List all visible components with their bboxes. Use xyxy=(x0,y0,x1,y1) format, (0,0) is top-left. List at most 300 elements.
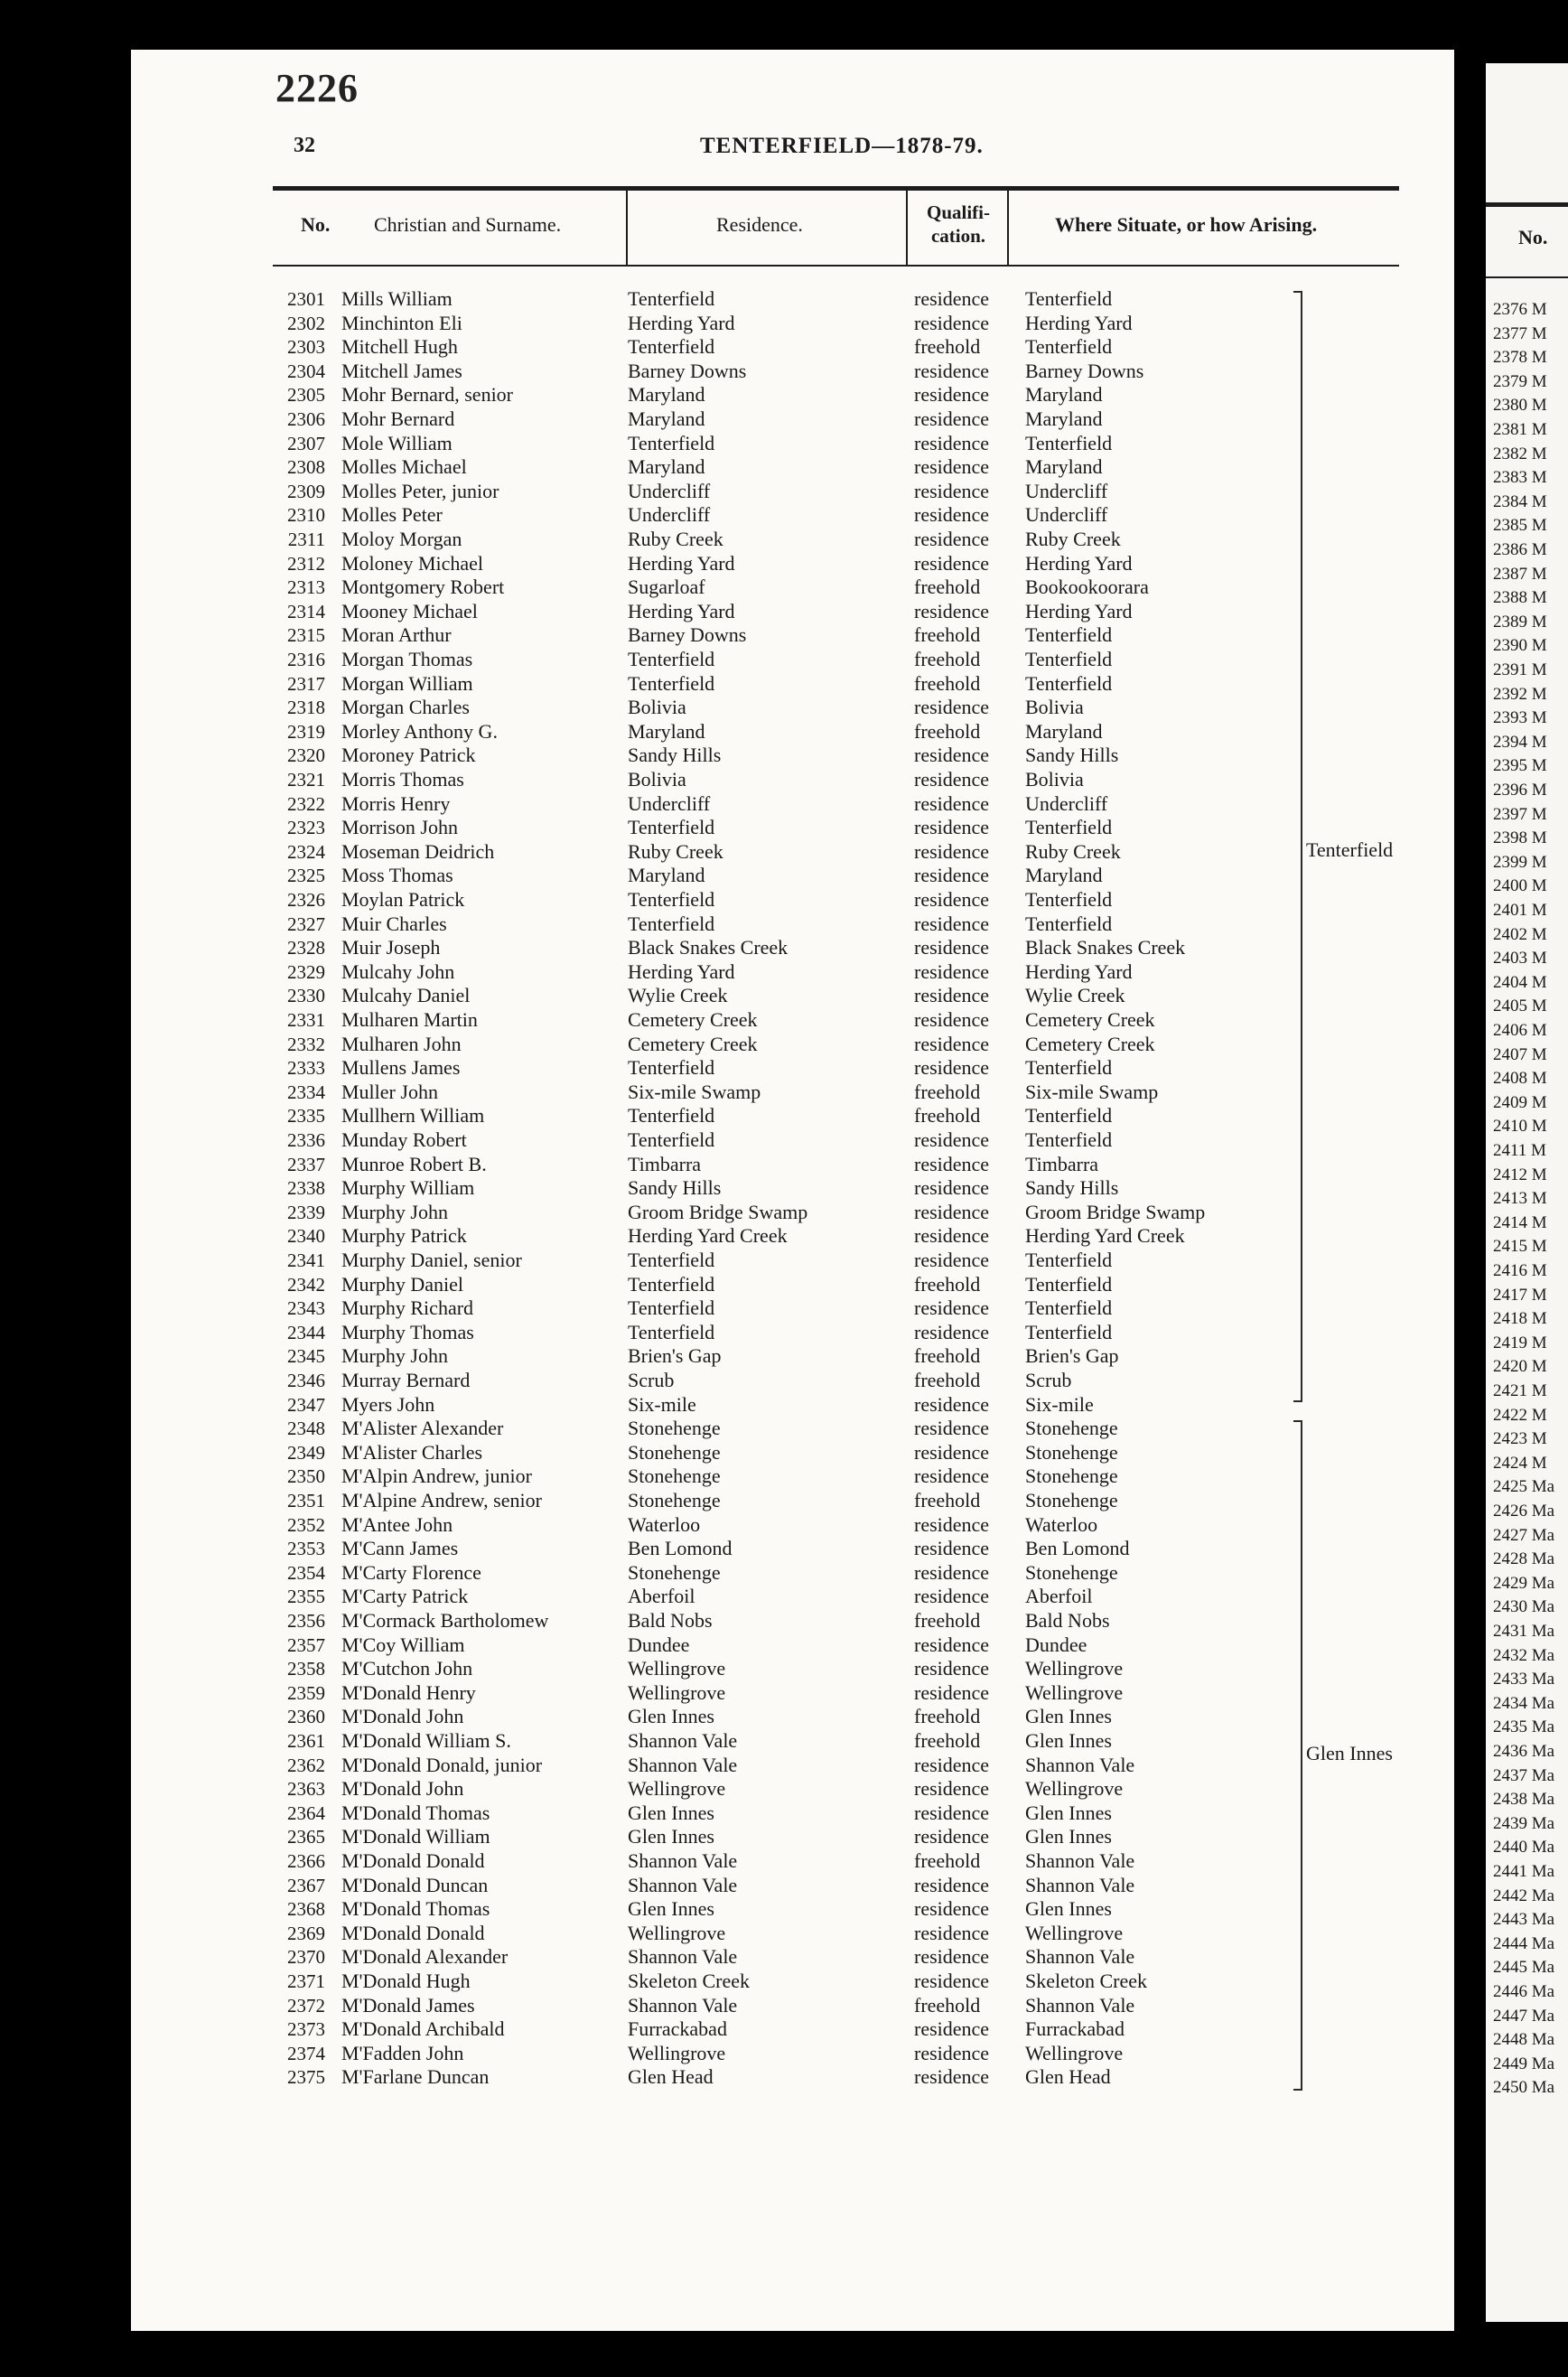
entry-number: 2361 xyxy=(287,1730,325,1752)
entry-residence: Shannon Vale xyxy=(628,1873,738,1896)
table-row xyxy=(0,1729,1292,1753)
entry-where-situate: Cemetery Creek xyxy=(1025,1032,1155,1055)
adjacent-row: 2423 M xyxy=(1493,1429,1547,1449)
entry-name: Morris Henry xyxy=(341,791,451,815)
entry-where-situate: Shannon Vale xyxy=(1025,1873,1135,1896)
adjacent-header-rule-bottom xyxy=(1486,276,1568,278)
entry-where-situate: Bald Nobs xyxy=(1025,1609,1110,1632)
adjacent-row: 2412 M xyxy=(1493,1165,1547,1184)
entry-where-situate: Glen Innes xyxy=(1025,1825,1112,1848)
entry-name: Mullhern William xyxy=(341,1104,485,1128)
entry-name: Moroney Patrick xyxy=(341,744,476,767)
adjacent-row: 2426 Ma xyxy=(1493,1502,1555,1521)
table-row xyxy=(0,1994,1292,2017)
adjacent-row: 2425 Ma xyxy=(1493,1477,1555,1497)
entry-number: 2340 xyxy=(287,1225,325,1248)
entry-residence: Glen Head xyxy=(628,2065,714,2089)
entry-where-situate: Glen Innes xyxy=(1025,1729,1112,1752)
entry-where-situate: Shannon Vale xyxy=(1025,1945,1135,1969)
entry-number: 2304 xyxy=(287,360,325,382)
table-row xyxy=(0,864,1292,887)
adjacent-row: 2377 M xyxy=(1493,323,1547,343)
table-row xyxy=(0,960,1292,984)
entry-qualification: residence xyxy=(914,1512,990,1536)
table-row xyxy=(0,1633,1292,1657)
entry-number: 2316 xyxy=(287,649,325,670)
table-row xyxy=(0,1825,1292,1848)
adjacent-row: 2445 Ma xyxy=(1493,1958,1555,1978)
entry-qualification: freehold xyxy=(914,335,981,359)
adjacent-row: 2398 M xyxy=(1493,828,1547,848)
entry-residence: Tenterfield xyxy=(628,1296,715,1320)
entry-residence: Herding Yard xyxy=(628,551,735,575)
adjacent-row: 2376 M xyxy=(1493,300,1547,319)
entry-qualification: residence xyxy=(914,1176,990,1200)
entry-residence: Glen Innes xyxy=(628,1897,714,1921)
adjacent-row: 2381 M xyxy=(1493,420,1547,439)
entry-qualification: residence xyxy=(914,2017,990,2041)
entry-residence: Brien's Gap xyxy=(628,1344,722,1368)
adjacent-row: 2444 Ma xyxy=(1493,1933,1555,1953)
table-row xyxy=(0,1561,1292,1585)
column-divider-residence xyxy=(626,191,628,265)
table-row xyxy=(0,816,1292,839)
adjacent-row: 2401 M xyxy=(1493,901,1547,920)
entry-number: 2345 xyxy=(287,1345,325,1368)
entry-residence: Sandy Hills xyxy=(628,1176,722,1200)
entry-name: M'Donald Donald, junior xyxy=(341,1753,543,1776)
entry-name: Muir Joseph xyxy=(341,936,441,959)
entry-qualification: residence xyxy=(914,1537,990,1560)
entry-residence: Stonehenge xyxy=(628,1465,721,1488)
entry-number: 2364 xyxy=(287,1801,325,1824)
entry-where-situate: Tenterfield xyxy=(1025,1296,1113,1320)
entry-number: 2371 xyxy=(287,1970,325,1992)
entry-qualification: residence xyxy=(914,1224,990,1248)
entry-residence: Skeleton Creek xyxy=(628,1970,751,1992)
entry-residence: Glen Innes xyxy=(628,1801,714,1824)
entry-where-situate: Ben Lomond xyxy=(1025,1537,1130,1560)
table-row xyxy=(0,1874,1292,1897)
page-title: TENTERFIELD—1878-79. xyxy=(700,134,984,158)
entry-where-situate: Stonehenge xyxy=(1025,1465,1118,1488)
header-rule-bottom xyxy=(273,265,1399,267)
table-row xyxy=(0,1970,1292,1993)
entry-where-situate: Sandy Hills xyxy=(1025,744,1119,767)
table-row xyxy=(0,648,1292,671)
entry-where-situate: Stonehenge xyxy=(1025,1560,1118,1584)
entry-residence: Sandy Hills xyxy=(628,744,722,767)
entry-where-situate: Wellingrove xyxy=(1025,1921,1124,1944)
entry-qualification: residence xyxy=(914,407,990,430)
entry-residence: Shannon Vale xyxy=(628,1729,738,1752)
entry-qualification: freehold xyxy=(914,648,981,670)
entry-residence: Furrackabad xyxy=(628,2017,727,2041)
entry-qualification: residence xyxy=(914,1897,990,1921)
entry-where-situate: Stonehenge xyxy=(1025,1440,1118,1464)
table-row xyxy=(0,1153,1292,1176)
adjacent-row: 2439 Ma xyxy=(1493,1813,1555,1833)
entry-number: 2354 xyxy=(287,1561,325,1584)
entry-residence: Tenterfield xyxy=(628,1128,715,1151)
entry-number: 2374 xyxy=(287,2042,325,2064)
entry-qualification: freehold xyxy=(914,1369,981,1391)
entry-residence: Tenterfield xyxy=(628,1320,715,1343)
adjacent-row: 2413 M xyxy=(1493,1189,1547,1209)
adjacent-row: 2410 M xyxy=(1493,1117,1547,1137)
entry-where-situate: Six-mile Swamp xyxy=(1025,1080,1159,1103)
entry-name: Moloy Morgan xyxy=(341,528,462,550)
entry-where-situate: Dundee xyxy=(1025,1633,1087,1656)
entry-qualification: residence xyxy=(914,959,990,983)
entry-number: 2375 xyxy=(287,2066,325,2089)
table-row xyxy=(0,1609,1292,1633)
entry-qualification: freehold xyxy=(914,1609,981,1632)
adjacent-row: 2395 M xyxy=(1493,756,1547,776)
entry-name: Mills William xyxy=(341,287,453,310)
entry-where-situate: Undercliff xyxy=(1025,791,1108,815)
adjacent-row: 2421 M xyxy=(1493,1381,1547,1400)
entry-name: Morris Thomas xyxy=(341,768,464,791)
entry-number: 2351 xyxy=(287,1490,325,1511)
entry-qualification: residence xyxy=(914,479,990,502)
entry-qualification: freehold xyxy=(914,1705,981,1728)
entry-residence: Glen Innes xyxy=(628,1825,714,1848)
entry-residence: Timbarra xyxy=(628,1152,702,1175)
entry-residence: Ruby Creek xyxy=(628,528,723,550)
column-divider-where xyxy=(1007,191,1009,265)
table-row xyxy=(0,936,1292,959)
entry-residence: Tenterfield xyxy=(628,1249,715,1271)
entry-number: 2368 xyxy=(287,1898,325,1921)
brace-glen-innes xyxy=(1301,1420,1302,2091)
entry-name: Morrison John xyxy=(341,816,458,839)
entry-qualification: residence xyxy=(914,744,990,767)
table-row xyxy=(0,744,1292,767)
entry-residence: Wellingrove xyxy=(628,2041,726,2064)
adjacent-row: 2430 Ma xyxy=(1493,1597,1555,1617)
header-rule-top xyxy=(273,186,1399,191)
entry-qualification: residence xyxy=(914,1945,990,1969)
entry-qualification: residence xyxy=(914,1296,990,1320)
entry-number: 2353 xyxy=(287,1538,325,1560)
entry-name: M'Cutchon John xyxy=(341,1657,473,1680)
entry-qualification: residence xyxy=(914,1585,990,1608)
entry-where-situate: Tenterfield xyxy=(1025,1320,1113,1343)
adjacent-row: 2446 Ma xyxy=(1493,1982,1555,2001)
table-row xyxy=(0,1801,1292,1825)
entry-name: Mulharen Martin xyxy=(341,1008,478,1031)
entry-name: Mulharen John xyxy=(341,1032,462,1055)
entry-where-situate: Tenterfield xyxy=(1025,888,1113,911)
entry-qualification: residence xyxy=(914,551,990,575)
adjacent-row: 2388 M xyxy=(1493,588,1547,608)
entry-residence: Undercliff xyxy=(628,791,711,815)
entry-number: 2320 xyxy=(287,744,325,767)
entry-number: 2314 xyxy=(287,600,325,622)
entry-where-situate: Six-mile xyxy=(1025,1392,1094,1416)
entry-name: M'Donald Hugh xyxy=(341,1970,471,1992)
table-row xyxy=(0,1441,1292,1465)
entry-residence: Aberfoil xyxy=(628,1585,695,1608)
entry-residence: Wellingrove xyxy=(628,1680,726,1704)
adjacent-row: 2378 M xyxy=(1493,348,1547,368)
adjacent-row: 2424 M xyxy=(1493,1453,1547,1473)
entry-where-situate: Tenterfield xyxy=(1025,1272,1113,1296)
table-row xyxy=(0,792,1292,816)
entry-name: Molles Peter xyxy=(341,503,443,527)
entry-where-situate: Bookookoorara xyxy=(1025,576,1149,599)
entry-where-situate: Waterloo xyxy=(1025,1512,1098,1536)
entry-qualification: residence xyxy=(914,1008,990,1031)
table-row xyxy=(0,672,1292,696)
entry-residence: Six-mile xyxy=(628,1392,696,1416)
entry-qualification: residence xyxy=(914,936,990,959)
entry-name: Murphy Patrick xyxy=(341,1224,467,1248)
entry-name: Murphy John xyxy=(341,1200,448,1223)
entry-qualification: residence xyxy=(914,1921,990,1944)
entry-where-situate: Herding Yard xyxy=(1025,311,1133,334)
entry-name: M'Cann James xyxy=(341,1537,459,1560)
entry-qualification: residence xyxy=(914,503,990,527)
adjacent-row: 2391 M xyxy=(1493,660,1547,679)
entry-residence: Tenterfield xyxy=(628,648,715,670)
entry-name: M'Donald Alexander xyxy=(341,1945,509,1969)
column-divider-qualification xyxy=(906,191,908,265)
entry-where-situate: Scrub xyxy=(1025,1369,1072,1391)
entry-name: Mohr Bernard xyxy=(341,407,455,430)
entry-name: M'Alister Charles xyxy=(341,1440,483,1464)
adjacent-row: 2448 Ma xyxy=(1493,2030,1555,2050)
entry-residence: Tenterfield xyxy=(628,816,715,839)
entry-number: 2366 xyxy=(287,1850,325,1872)
entry-number: 2373 xyxy=(287,2018,325,2041)
table-row xyxy=(0,1033,1292,1056)
entry-where-situate: Tenterfield xyxy=(1025,912,1113,935)
entry-number: 2346 xyxy=(287,1370,325,1391)
entry-qualification: residence xyxy=(914,359,990,382)
entry-number: 2332 xyxy=(287,1033,325,1055)
entry-where-situate: Furrackabad xyxy=(1025,2017,1125,2041)
adjacent-row: 2387 M xyxy=(1493,564,1547,584)
entry-residence: Tenterfield xyxy=(628,1056,715,1080)
entry-number: 2325 xyxy=(287,865,325,887)
entry-qualification: freehold xyxy=(914,576,981,599)
entry-where-situate: Tenterfield xyxy=(1025,816,1113,839)
entry-name: Myers John xyxy=(341,1392,435,1416)
adjacent-row: 2400 M xyxy=(1493,876,1547,896)
entry-residence: Barney Downs xyxy=(628,623,747,647)
entry-where-situate: Tenterfield xyxy=(1025,623,1113,647)
entry-residence: Wellingrove xyxy=(628,1777,726,1801)
entry-residence: Black Snakes Creek xyxy=(628,936,789,959)
entry-qualification: freehold xyxy=(914,1489,981,1511)
table-row xyxy=(0,1681,1292,1705)
adjacent-row: 2440 Ma xyxy=(1493,1838,1555,1858)
adjacent-row: 2384 M xyxy=(1493,491,1547,511)
adjacent-row: 2386 M xyxy=(1493,540,1547,559)
entry-qualification: residence xyxy=(914,839,990,863)
entry-residence: Ben Lomond xyxy=(628,1537,733,1560)
table-row xyxy=(0,1777,1292,1801)
entry-number: 2328 xyxy=(287,937,325,959)
table-row xyxy=(0,1344,1292,1368)
entry-number: 2360 xyxy=(287,1706,325,1728)
adjacent-row: 2389 M xyxy=(1493,612,1547,632)
entry-qualification: residence xyxy=(914,1970,990,1992)
table-row xyxy=(0,1537,1292,1560)
entry-number: 2362 xyxy=(287,1754,325,1776)
entry-number: 2343 xyxy=(287,1297,325,1320)
entry-name: Muir Charles xyxy=(341,912,447,935)
adjacent-row: 2409 M xyxy=(1493,1092,1547,1112)
entry-name: Murphy John xyxy=(341,1344,448,1368)
entry-qualification: residence xyxy=(914,791,990,815)
entry-qualification: freehold xyxy=(914,1272,981,1296)
table-row xyxy=(0,984,1292,1007)
entry-name: Murphy Daniel, senior xyxy=(341,1249,522,1271)
entry-number: 2370 xyxy=(287,1946,325,1969)
adjacent-row: 2383 M xyxy=(1493,468,1547,488)
table-row xyxy=(0,432,1292,455)
entry-qualification: residence xyxy=(914,1200,990,1223)
entry-where-situate: Maryland xyxy=(1025,864,1103,887)
table-row xyxy=(0,600,1292,623)
entry-residence: Cemetery Creek xyxy=(628,1008,758,1031)
entry-qualification: residence xyxy=(914,888,990,911)
entry-where-situate: Undercliff xyxy=(1025,479,1108,502)
adjacent-row: 2396 M xyxy=(1493,781,1547,800)
entry-qualification: residence xyxy=(914,1560,990,1584)
table-row xyxy=(0,528,1292,551)
entry-residence: Shannon Vale xyxy=(628,1945,738,1969)
table-row xyxy=(0,1393,1292,1417)
entry-where-situate: Glen Innes xyxy=(1025,1705,1112,1728)
entry-where-situate: Tenterfield xyxy=(1025,431,1113,454)
entry-number: 2313 xyxy=(287,576,325,599)
entry-number: 2342 xyxy=(287,1273,325,1296)
entry-qualification: residence xyxy=(914,2041,990,2064)
entry-residence: Herding Yard xyxy=(628,599,735,622)
entry-where-situate: Barney Downs xyxy=(1025,359,1144,382)
table-row xyxy=(0,1897,1292,1921)
adjacent-row: 2411 M xyxy=(1493,1141,1546,1160)
entry-residence: Ruby Creek xyxy=(628,839,723,863)
entry-name: M'Donald William S. xyxy=(341,1729,511,1752)
entry-number: 2322 xyxy=(287,792,325,815)
entry-residence: Herding Yard xyxy=(628,311,735,334)
column-header-no: No. xyxy=(301,213,331,236)
adjacent-row: 2443 Ma xyxy=(1493,1910,1555,1930)
entry-name: M'Donald Archibald xyxy=(341,2017,505,2041)
entry-name: Murphy Daniel xyxy=(341,1272,464,1296)
adjacent-row: 2405 M xyxy=(1493,997,1547,1016)
entry-qualification: residence xyxy=(914,528,990,550)
entry-number: 2348 xyxy=(287,1418,325,1440)
table-row xyxy=(0,1176,1292,1200)
entry-name: Murphy Richard xyxy=(341,1296,474,1320)
adjacent-row: 2434 Ma xyxy=(1493,1693,1555,1713)
entry-residence: Maryland xyxy=(628,455,705,479)
entry-number: 2330 xyxy=(287,985,325,1007)
entry-number: 2352 xyxy=(287,1513,325,1536)
entry-residence: Maryland xyxy=(628,407,705,430)
table-row xyxy=(0,1296,1292,1320)
entry-name: M'Donald Thomas xyxy=(341,1897,490,1921)
group-label-glen-innes: Glen Innes xyxy=(1306,1742,1393,1764)
entry-residence: Tenterfield xyxy=(628,888,715,911)
entry-residence: Maryland xyxy=(628,719,705,743)
entry-name: M'Carty Florence xyxy=(341,1560,481,1584)
column-header-residence: Residence. xyxy=(716,213,803,236)
entry-number: 2301 xyxy=(287,288,325,310)
table-row xyxy=(0,1273,1292,1296)
adjacent-row: 2432 Ma xyxy=(1493,1645,1555,1665)
entry-residence: Maryland xyxy=(628,864,705,887)
entry-residence: Tenterfield xyxy=(628,335,715,359)
entry-number: 2341 xyxy=(287,1249,325,1271)
entry-where-situate: Shannon Vale xyxy=(1025,1849,1135,1872)
entry-number: 2327 xyxy=(287,912,325,935)
entry-residence: Stonehenge xyxy=(628,1440,721,1464)
table-row xyxy=(0,1104,1292,1128)
adjacent-row: 2385 M xyxy=(1493,516,1547,536)
entry-where-situate: Brien's Gap xyxy=(1025,1344,1119,1368)
entry-number: 2326 xyxy=(287,889,325,911)
table-row xyxy=(0,2017,1292,2041)
table-row xyxy=(0,312,1292,335)
entry-qualification: residence xyxy=(914,1128,990,1151)
entry-qualification: freehold xyxy=(914,1849,981,1872)
adjacent-row: 2427 Ma xyxy=(1493,1525,1555,1545)
entry-name: Munday Robert xyxy=(341,1128,467,1151)
entry-where-situate: Bolivia xyxy=(1025,696,1084,719)
table-row xyxy=(0,912,1292,936)
entry-qualification: residence xyxy=(914,1801,990,1824)
entry-number: 2305 xyxy=(287,384,325,407)
entry-number: 2308 xyxy=(287,456,325,479)
entry-number: 2363 xyxy=(287,1778,325,1801)
table-row xyxy=(0,1081,1292,1104)
entry-where-situate: Tenterfield xyxy=(1025,1249,1113,1271)
entry-name: M'Donald James xyxy=(341,1993,475,2017)
entry-number: 2359 xyxy=(287,1681,325,1704)
entry-qualification: freehold xyxy=(914,623,981,647)
table-row xyxy=(0,480,1292,503)
entry-where-situate: Black Snakes Creek xyxy=(1025,936,1186,959)
entry-name: Moloney Michael xyxy=(341,551,484,575)
entry-where-situate: Skeleton Creek xyxy=(1025,1970,1148,1992)
entry-qualification: residence xyxy=(914,1417,990,1440)
entry-qualification: residence xyxy=(914,1056,990,1080)
entry-name: M'Cormack Bartholomew xyxy=(341,1609,549,1632)
table-row xyxy=(0,287,1292,311)
entry-where-situate: Aberfoil xyxy=(1025,1585,1093,1608)
entry-where-situate: Stonehenge xyxy=(1025,1489,1118,1511)
entry-qualification: residence xyxy=(914,431,990,454)
column-header-qualification xyxy=(910,201,1006,248)
table-row xyxy=(0,1585,1292,1608)
entry-name: Murphy Thomas xyxy=(341,1320,474,1343)
adjacent-row: 2380 M xyxy=(1493,396,1547,416)
entry-name: Moylan Patrick xyxy=(341,888,465,911)
entry-name: M'Alister Alexander xyxy=(341,1417,504,1440)
entry-name: M'Antee John xyxy=(341,1512,453,1536)
entry-name: Mooney Michael xyxy=(341,599,478,622)
adjacent-row: 2402 M xyxy=(1493,924,1547,944)
entry-number: 2338 xyxy=(287,1177,325,1200)
adjacent-row: 2379 M xyxy=(1493,371,1547,391)
